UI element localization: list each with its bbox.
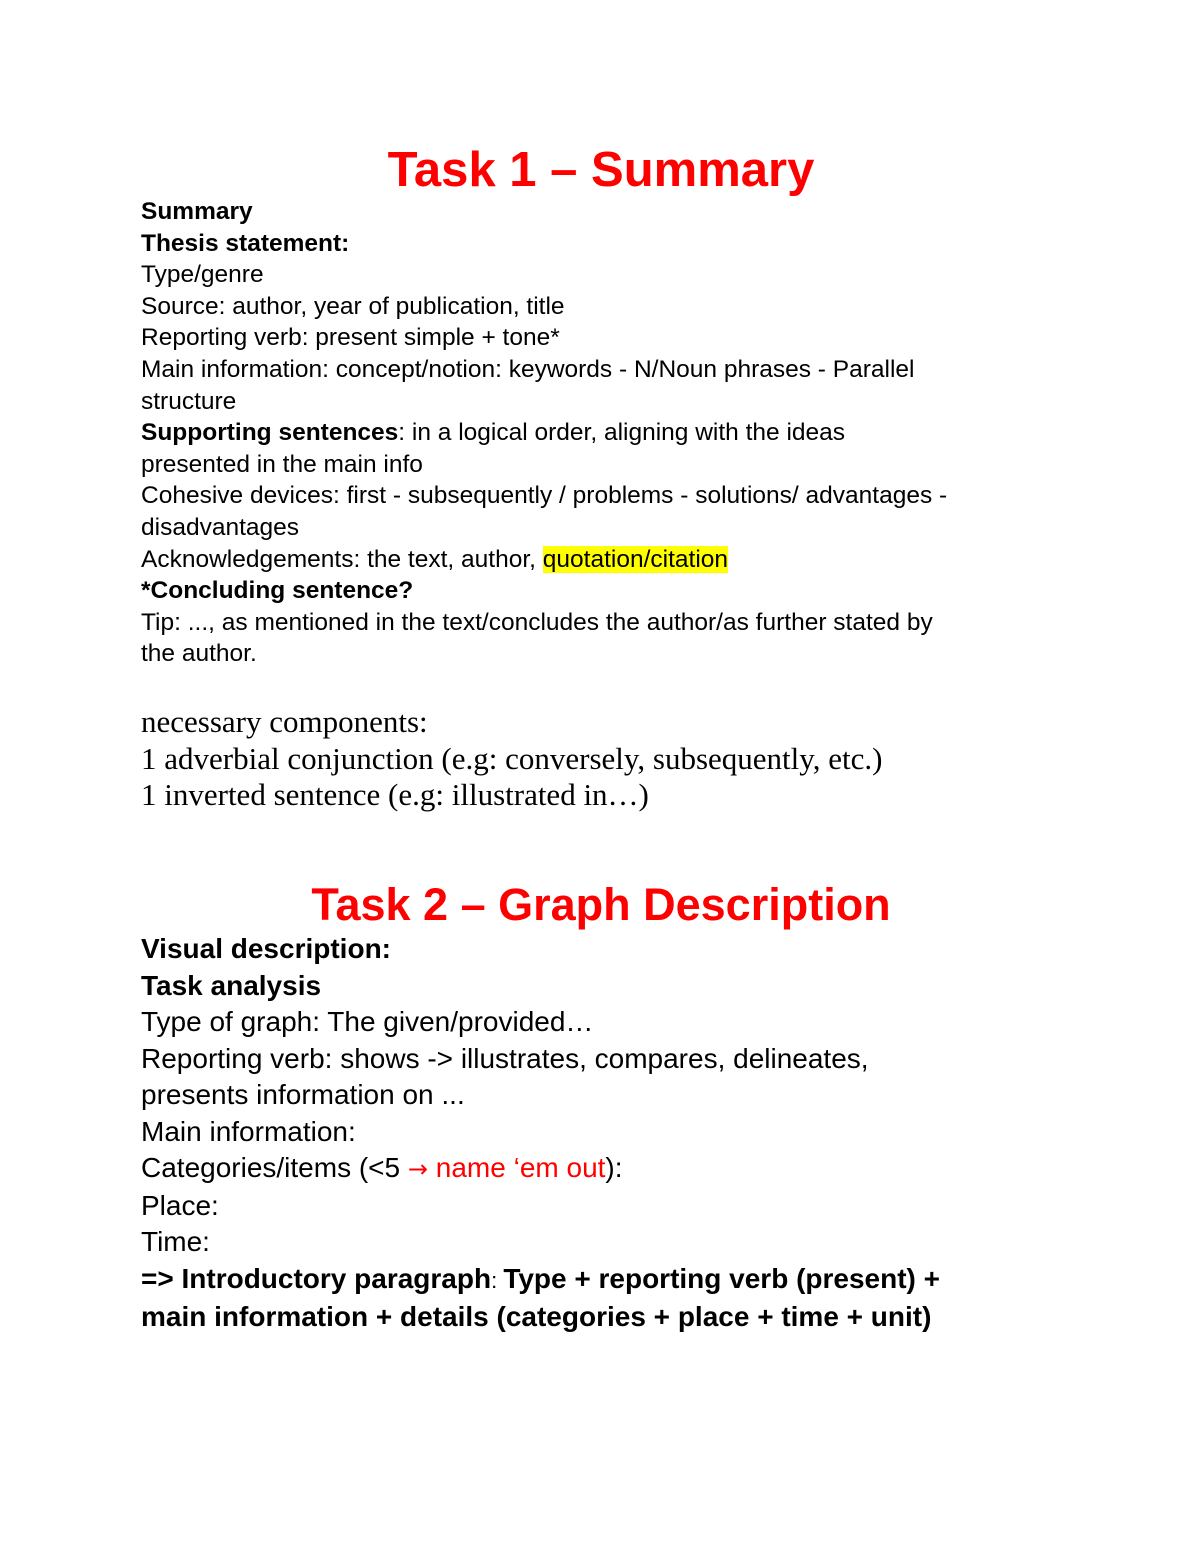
categories-prefix: Categories/items (<5 <box>141 1152 408 1183</box>
categories-red: name ‘em out <box>428 1152 606 1183</box>
ack-highlight: quotation/citation <box>542 545 729 573</box>
components-item-2: 1 inverted sentence (e.g: illustrated in…) <box>141 777 649 812</box>
cohesive-line-1: Cohesive devices: first - subsequently / problems - solutions/ advantages - <box>141 482 948 510</box>
summary-label: Summary <box>141 198 253 225</box>
ack-prefix: Acknowledgements: the text, author, <box>141 545 543 573</box>
reporting-verb-line: Reporting verb: present simple + tone* <box>141 324 560 352</box>
place-line: Place: <box>141 1189 219 1221</box>
main-info-line: Main information: <box>141 1115 356 1147</box>
type-graph-line: Type of graph: The given/provided… <box>141 1006 594 1037</box>
concluding-label: *Concluding sentence? <box>141 577 414 605</box>
time-line: Time: <box>141 1226 210 1257</box>
cohesive-line-2: disadvantages <box>141 513 300 541</box>
intro-colon: : <box>491 1267 504 1293</box>
analysis-label: Task analysis <box>141 969 322 1001</box>
intro-line-2: main information + details (categories + place + time + unit) <box>141 1301 932 1332</box>
components-section <box>141 704 1061 814</box>
task2-title: Task 2 – Graph Description <box>311 879 891 930</box>
main-info-line-2: structure <box>141 387 237 415</box>
visual-label: Visual description: <box>141 933 391 964</box>
supporting-line-1 <box>141 417 1061 449</box>
source-line: Source: author, year of publication, title <box>141 292 565 320</box>
supporting-rest: : in a logical order, aligning with the ideas <box>398 419 846 447</box>
supporting-line-2: presented in the main info <box>141 450 423 478</box>
reporting-line-2: presents information on ... <box>141 1079 465 1110</box>
components-item-1: 1 adverbial conjunction (e.g: conversely, subsequently, etc.) <box>141 740 883 776</box>
intro-rest: Type + reporting verb (present) + <box>503 1262 941 1294</box>
tip-line-1: Tip: ..., as mentioned in the text/concludes the author/as further stated by <box>141 608 933 636</box>
main-info-line-1: Main information: concept/notion: keywords - N/Noun phrases - Parallel <box>141 355 915 383</box>
intro-line-1 <box>141 1261 1061 1300</box>
components-heading: necessary components: <box>141 704 428 739</box>
task1-title: Task 1 – Summary <box>387 143 815 197</box>
task1-section <box>141 196 1061 670</box>
arrow-right-icon: → <box>407 1155 428 1183</box>
categories-line <box>141 1150 1061 1188</box>
acknowledgements-line <box>141 544 1061 576</box>
reporting-line-1: Reporting verb: shows -> illustrates, compares, delineates, <box>141 1042 869 1074</box>
type-genre-line: Type/genre <box>141 261 264 289</box>
tip-line-2: the author. <box>141 640 257 668</box>
categories-suffix: ): <box>605 1152 623 1183</box>
thesis-label: Thesis statement: <box>141 229 350 257</box>
task2-section <box>141 931 1061 1336</box>
supporting-label: Supporting sentences <box>141 419 399 447</box>
intro-bold: => Introductory paragraph <box>141 1262 492 1294</box>
